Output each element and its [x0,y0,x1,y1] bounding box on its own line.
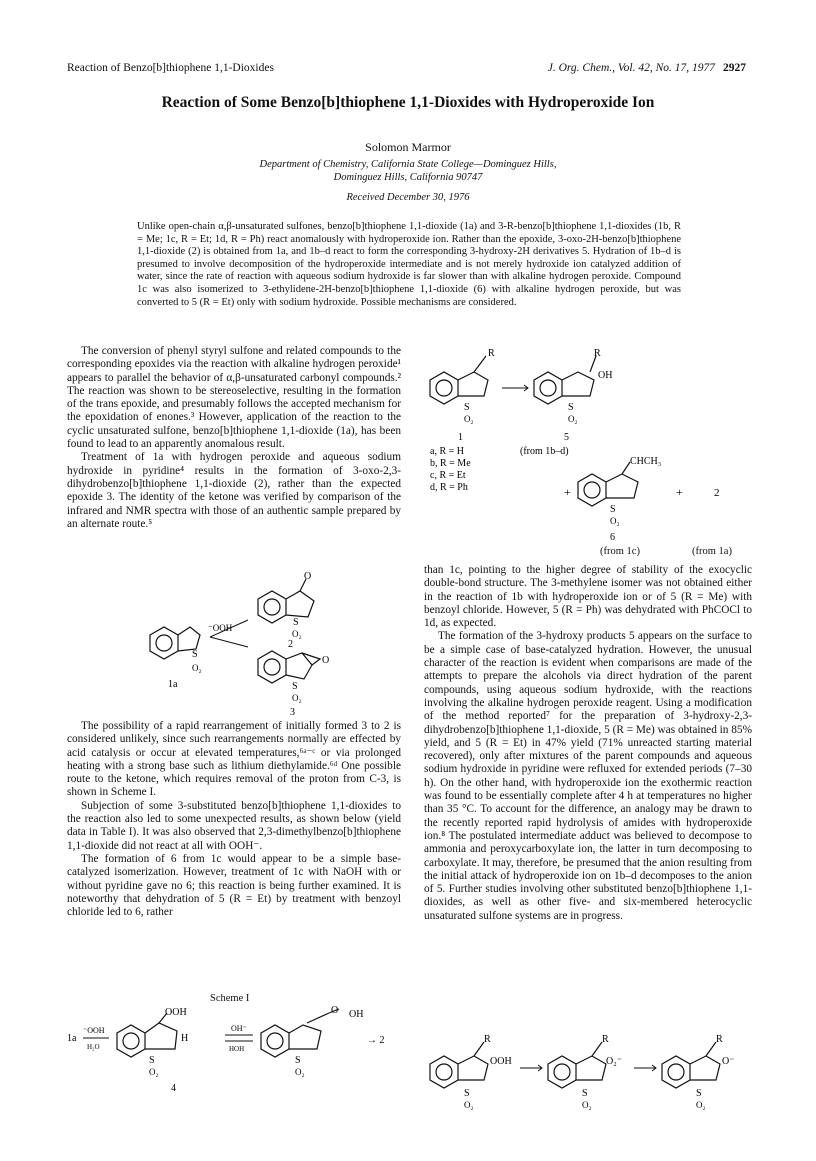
svg-text:O₂: O₂ [192,663,202,673]
svg-text:2: 2 [714,487,720,499]
svg-text:S: S [295,1055,301,1066]
article-title: Reaction of Some Benzo[b]thiophene 1,1-Dioxides with Hydroperoxide Ion [161,94,655,111]
svg-text:d, R = Ph: d, R = Ph [430,482,468,493]
svg-text:S: S [464,1088,470,1099]
svg-text:S: S [293,617,299,628]
svg-text:b, R = Me: b, R = Me [430,458,471,469]
svg-text:⁻OOH: ⁻OOH [83,1026,105,1035]
svg-text:1a: 1a [67,1033,77,1044]
page-number: 2927 [723,62,746,74]
svg-text:OH: OH [598,370,613,381]
svg-text:O₂: O₂ [292,629,302,639]
col1-block-a [67,345,401,531]
svg-text:O₂: O₂ [295,1067,305,1077]
svg-text:O₂: O₂ [464,414,474,424]
paragraph: The possibility of a rapid rearrangement of initially formed 3 to 2 is considered unlikely, since such rearrangements normally are effected by acid catalysis or occur at elevated temperatures,⁶ᵃ⁻ᶜ or via prolonged heating with a strong base such as lithium diethylamide.⁶ᵈ One possible route to the ketone, which requires removal of the proton from C-3, is shown in Scheme I. [67,720,401,799]
scheme-caption: Scheme I [210,993,250,1004]
svg-text:OOH: OOH [165,1007,187,1018]
svg-text:3: 3 [290,707,295,718]
col1-block-b [67,720,401,919]
svg-text:S: S [192,649,198,660]
from-1c-label: (from 1c) [600,546,640,557]
svg-text:S: S [696,1088,702,1099]
svg-text:HOH: HOH [229,1045,245,1053]
structures-anion-sequence [424,1030,754,1120]
svg-text:1a: 1a [168,679,178,690]
svg-text:R: R [594,348,601,359]
svg-text:⁻OOH: ⁻OOH [208,623,233,633]
svg-text:O⁻: O⁻ [722,1056,735,1067]
svg-text:O: O [322,655,330,666]
svg-text:O₂⁻: O₂⁻ [606,1056,622,1067]
svg-text:O: O [331,1005,339,1016]
svg-text:O₂: O₂ [568,414,578,424]
svg-text:OH: OH [349,1009,364,1020]
svg-text:R: R [488,348,495,359]
paragraph: The conversion of phenyl styryl sulfone and related compounds to the corresponding epoxides via the reaction with alkaline hydrogen peroxide¹ appears to parallel the behavior of α,β-unsaturated carbonyl compounds.² The reaction was shown to be stereoselective, resulting in the formation of the trans epoxide, and presumably follows the accepted mechanism for the epoxidation of enones.³ However, application of the reaction to the cyclic unsaturated sulfone, benzo[b]thiophene 1,1-dioxide (1a), has been found to lead to an apparently anomalous result. [67,345,401,451]
svg-text:CHCH₃: CHCH₃ [630,456,662,467]
paragraph: than 1c, pointing to the higher degree of stability of the exocyclic double-bond structure. The 3-methylene isomer was not obtained either in the reaction of 1b with hydroperoxide ion or of 5 (R = Me) with benzoyl chloride. However, 5 (R = Ph) was dehydrated with PhCOCl to 1d, as expected. [424,564,752,630]
svg-text:4: 4 [171,1083,176,1094]
svg-text:→ 2: → 2 [367,1035,385,1046]
svg-text:S: S [149,1055,155,1066]
svg-text:R: R [716,1034,723,1045]
paragraph: The formation of 6 from 1c would appear to be a simple base-catalyzed isomerization. However, treatment of 1c with NaOH with or without pyridine gave no 6; this reaction is being further examined. It is noteworthy that dehydration of 5 (R = Et) by treatment with benzoyl chloride led to 6, rather [67,852,401,919]
svg-text:O₂: O₂ [696,1100,706,1110]
svg-text:c, R = Et: c, R = Et [430,470,466,481]
col2-block [424,564,752,923]
svg-text:S: S [610,504,616,515]
svg-text:OOH: OOH [490,1056,512,1067]
svg-text:S: S [568,402,574,413]
svg-text:OH⁻: OH⁻ [231,1024,247,1033]
svg-text:O: O [304,571,312,582]
paragraph: Treatment of 1a with hydrogen peroxide and aqueous sodium hydroxide in pyridine⁴ results in the formation of 3-oxo-2,3-dihydrobenzo[b]thiophene 1,1-dioxide (2), rather than the expected epoxide 3. The identity of the ketone was verified by comparison of the infrared and NMR spectra with those of an authentic sample prepared by an alternate route.⁵ [67,451,401,530]
received-date: Received December 30, 1976 [346,192,470,203]
svg-text:(from 1b–d): (from 1b–d) [520,446,569,457]
from-1a-label: (from 1a) [692,546,732,557]
svg-text:6: 6 [610,532,615,543]
abstract: Unlike open-chain α,β-unsaturated sulfones, benzo[b]thiophene 1,1-dioxide (1a) and 3-R-benzo[b]thiophene 1,1-dioxides (1b, R = Me; 1c, R = Et; 1d, R = Ph) react anomalously with hydroperoxide ion. Rather than the epoxide, 3-oxo-2H-benzo[b]thiophene 1,1-dioxide (2) is obtained from 1a, and 1b–d react to form the corresponding 3-hydroxy-2H derivatives 5. Hydration of 1b–d is presumed to involve decomposition of the hydroperoxide intermediate and is not merely hydroxide ion catalyzed addition of water, since the rate of reaction with aqueous sodium hydroxide is far slower than with alkaline hydrogen peroxide. Compound 1c was also isomerized to 3-ethylidene-2H-benzo[b]thiophene 1,1-dioxide (6) with alkaline hydrogen peroxide, but was converted to 5 (R = Et) only with sodium hydroxide. Possible mechanisms are considered. [137,221,681,308]
svg-text:O₂: O₂ [292,693,302,703]
svg-text:a, R = H: a, R = H [430,446,464,457]
svg-text:S: S [582,1088,588,1099]
scheme-1 [67,1005,407,1105]
paragraph: The formation of the 3-hydroxy products 5 appears on the surface to be a simple case of base-catalyzed hydration. However, the unusual character of the reaction is evident when comparisons are made of the attempts to prepare the alcohols via direct hydration of the parent compounds, using aqueous sodium hydroxide, with the reactions involving the alkaline hydrogen peroxide reagent. Using a modification of the method reported⁷ for the preparation of 3-hydroxy-2,3-dihydrobenzo[b]thiophene 1,1-dioxide, 5 (R = Me) was obtained in 85% yield, and 5 (R = Et) in 47% yield (71% unreacted starting material recovered), only after mixtures of the parent compounds and aqueous sodium hydroxide in pyridine were refluxed for extended periods (7–30 h). On the other hand, with hydroperoxide ion the exothermic reaction was found to be essentially complete after 4 h at temperatures no higher than 35 °C. To account for the difference, an analogy may be drawn to the recently reported rapid hydrolysis of amides with hydroperoxide ion.⁸ The postulated intermediate adduct was believed to decompose to ammonia and peroxycarboxylate ion, the latter in turn decomposing to carboxylate. It may, therefore, be presumed that the anion resulting from the initial attack of hydroperoxide ion on 1b–d decomposes to the anion of 5. Further studies involving other substituted benzo[b]thiophene 1,1-dioxides, as well as other five- and six-membered heterocyclic unsaturated sulfone systems are in progress. [424,630,752,922]
svg-text:5: 5 [564,432,569,443]
svg-text:+: + [564,485,571,499]
structures-1a-2-3 [130,571,390,718]
running-header-right: J. Org. Chem., Vol. 42, No. 17, 1977 2927 [547,62,746,74]
svg-text:O₂: O₂ [464,1100,474,1110]
author: Solomon Marmor [365,140,451,154]
svg-text:+: + [676,485,683,499]
running-header-left: Reaction of Benzo[b]thiophene 1,1-Dioxides [67,62,274,74]
svg-text:O₂: O₂ [582,1100,592,1110]
affiliation: Department of Chemistry, California State College—Dominguez Hills, Dominguez Hills, California 90747 [259,159,557,183]
svg-text:O₂: O₂ [610,516,620,526]
svg-text:S: S [292,681,298,692]
svg-text:2: 2 [288,639,293,650]
paragraph: Subjection of some 3-substituted benzo[b]thiophene 1,1-dioxides to the reaction also led to some unexpected results, as shown below (yield data in Table I). It was also observed that 2,3-dimethylbenzo[b]thiophene 1,1-dioxide did not react at all with OOH⁻. [67,799,401,852]
svg-text:S: S [464,402,470,413]
svg-text:H₂O: H₂O [87,1043,100,1051]
svg-text:R: R [484,1034,491,1045]
svg-text:R: R [602,1034,609,1045]
svg-text:H: H [181,1033,189,1044]
svg-text:O₂: O₂ [149,1067,159,1077]
svg-text:1: 1 [458,432,463,443]
structures-1-5-6 [424,342,754,552]
